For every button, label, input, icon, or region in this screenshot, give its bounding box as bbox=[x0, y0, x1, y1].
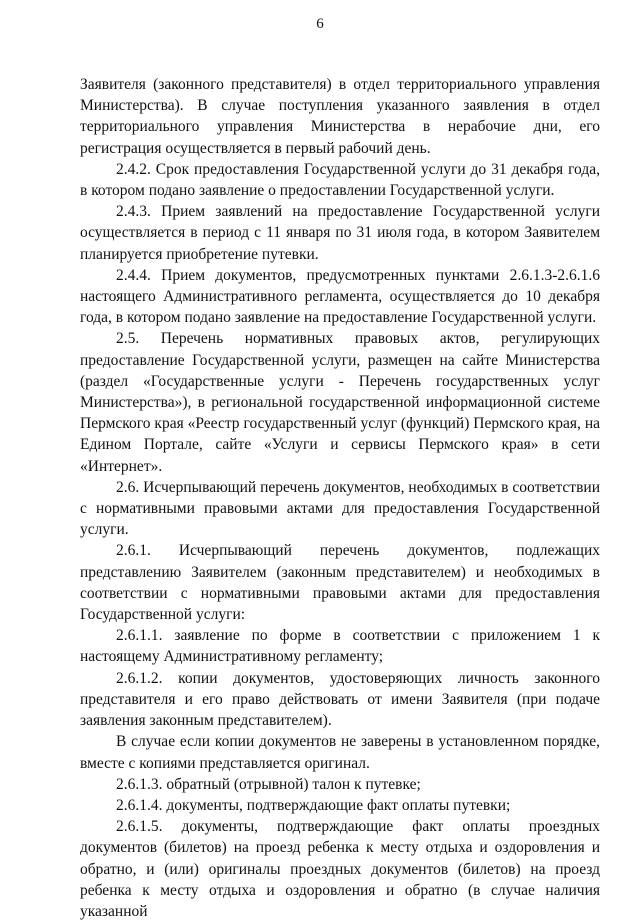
paragraph: В случае если копии документов не заверены в установленном порядке, вместе с копиями представляется оригинал. bbox=[80, 733, 600, 772]
paragraph: 2.6.1.2. копии документов, удостоверяющих личность законного представителя и его право действовать от имени Заявителя (при подаче заявления законным представителем). bbox=[80, 669, 600, 730]
paragraph: 2.6.1.1. заявление по форме в соответствии с приложением 1 к настоящему Административному регламенту; bbox=[80, 627, 600, 666]
page-body bbox=[80, 74, 600, 922]
paragraph: 2.5. Перечень нормативных правовых актов, регулирующих предоставление Государственной услуги, размещен на сайте Министерства (раздел «Государственные услуги - Перечень государственных услуг Министерства»), в региональной государственной информационной системе Пермского края «Реестр государственный услуг (функций) Пермского края, на Едином Портале, сайте «Услуги и сервисы Пермского края» в сети «Интернет». bbox=[80, 330, 600, 475]
paragraph: Заявителя (законного представителя) в отдел территориального управления Министерства). В случае поступления указанного заявления в отдел территориального управления Министерства в нерабочие дни, его регистрация осуществляется в первый рабочий день. bbox=[80, 76, 600, 157]
paragraph: 2.6. Исчерпывающий перечень документов, необходимых в соответствии с нормативными правовыми актами для предоставления Государственной услуги. bbox=[80, 478, 600, 539]
paragraph: 2.4.4. Прием документов, предусмотренных пунктами 2.6.1.3-2.6.1.6 настоящего Административного регламента, осуществляется до 10 декабря года, в котором подано заявление на предоставление Государственной услуги. bbox=[80, 266, 600, 327]
paragraph: 2.6.1.3. обратный (отрывной) талон к путевке; bbox=[116, 775, 421, 793]
paragraph: 2.4.3. Прием заявлений на предоставление Государственной услуги осуществляется в период с 11 января по 31 июля года, в котором Заявителем планируется приобретение путевки. bbox=[80, 203, 600, 263]
paragraph: 2.4.2. Срок предоставления Государственной услуги до 31 декабря года, в котором подано заявление о предоставлении Государственной услуги. bbox=[80, 160, 600, 200]
page-number: 6 bbox=[316, 16, 324, 32]
paragraph: 2.6.1.5. документы, подтверждающие факт оплаты проездных документов (билетов) на проезд ребенка к месту отдыха и оздоровления и обратно, и (или) оригиналы проездных документов (билетов) на проезд ребенка к месту отдыха и оздоровления и обратно (в случае наличия указанной bbox=[80, 818, 600, 920]
paragraph: 2.6.1. Исчерпывающий перечень документов, подлежащих представлению Заявителем (законным представителем) и необходимых в соответствии с нормативными правовыми актами для предоставления Государственной услуги: bbox=[80, 542, 600, 624]
paragraph: 2.6.1.4. документы, подтверждающие факт оплаты путевки; bbox=[116, 796, 511, 814]
